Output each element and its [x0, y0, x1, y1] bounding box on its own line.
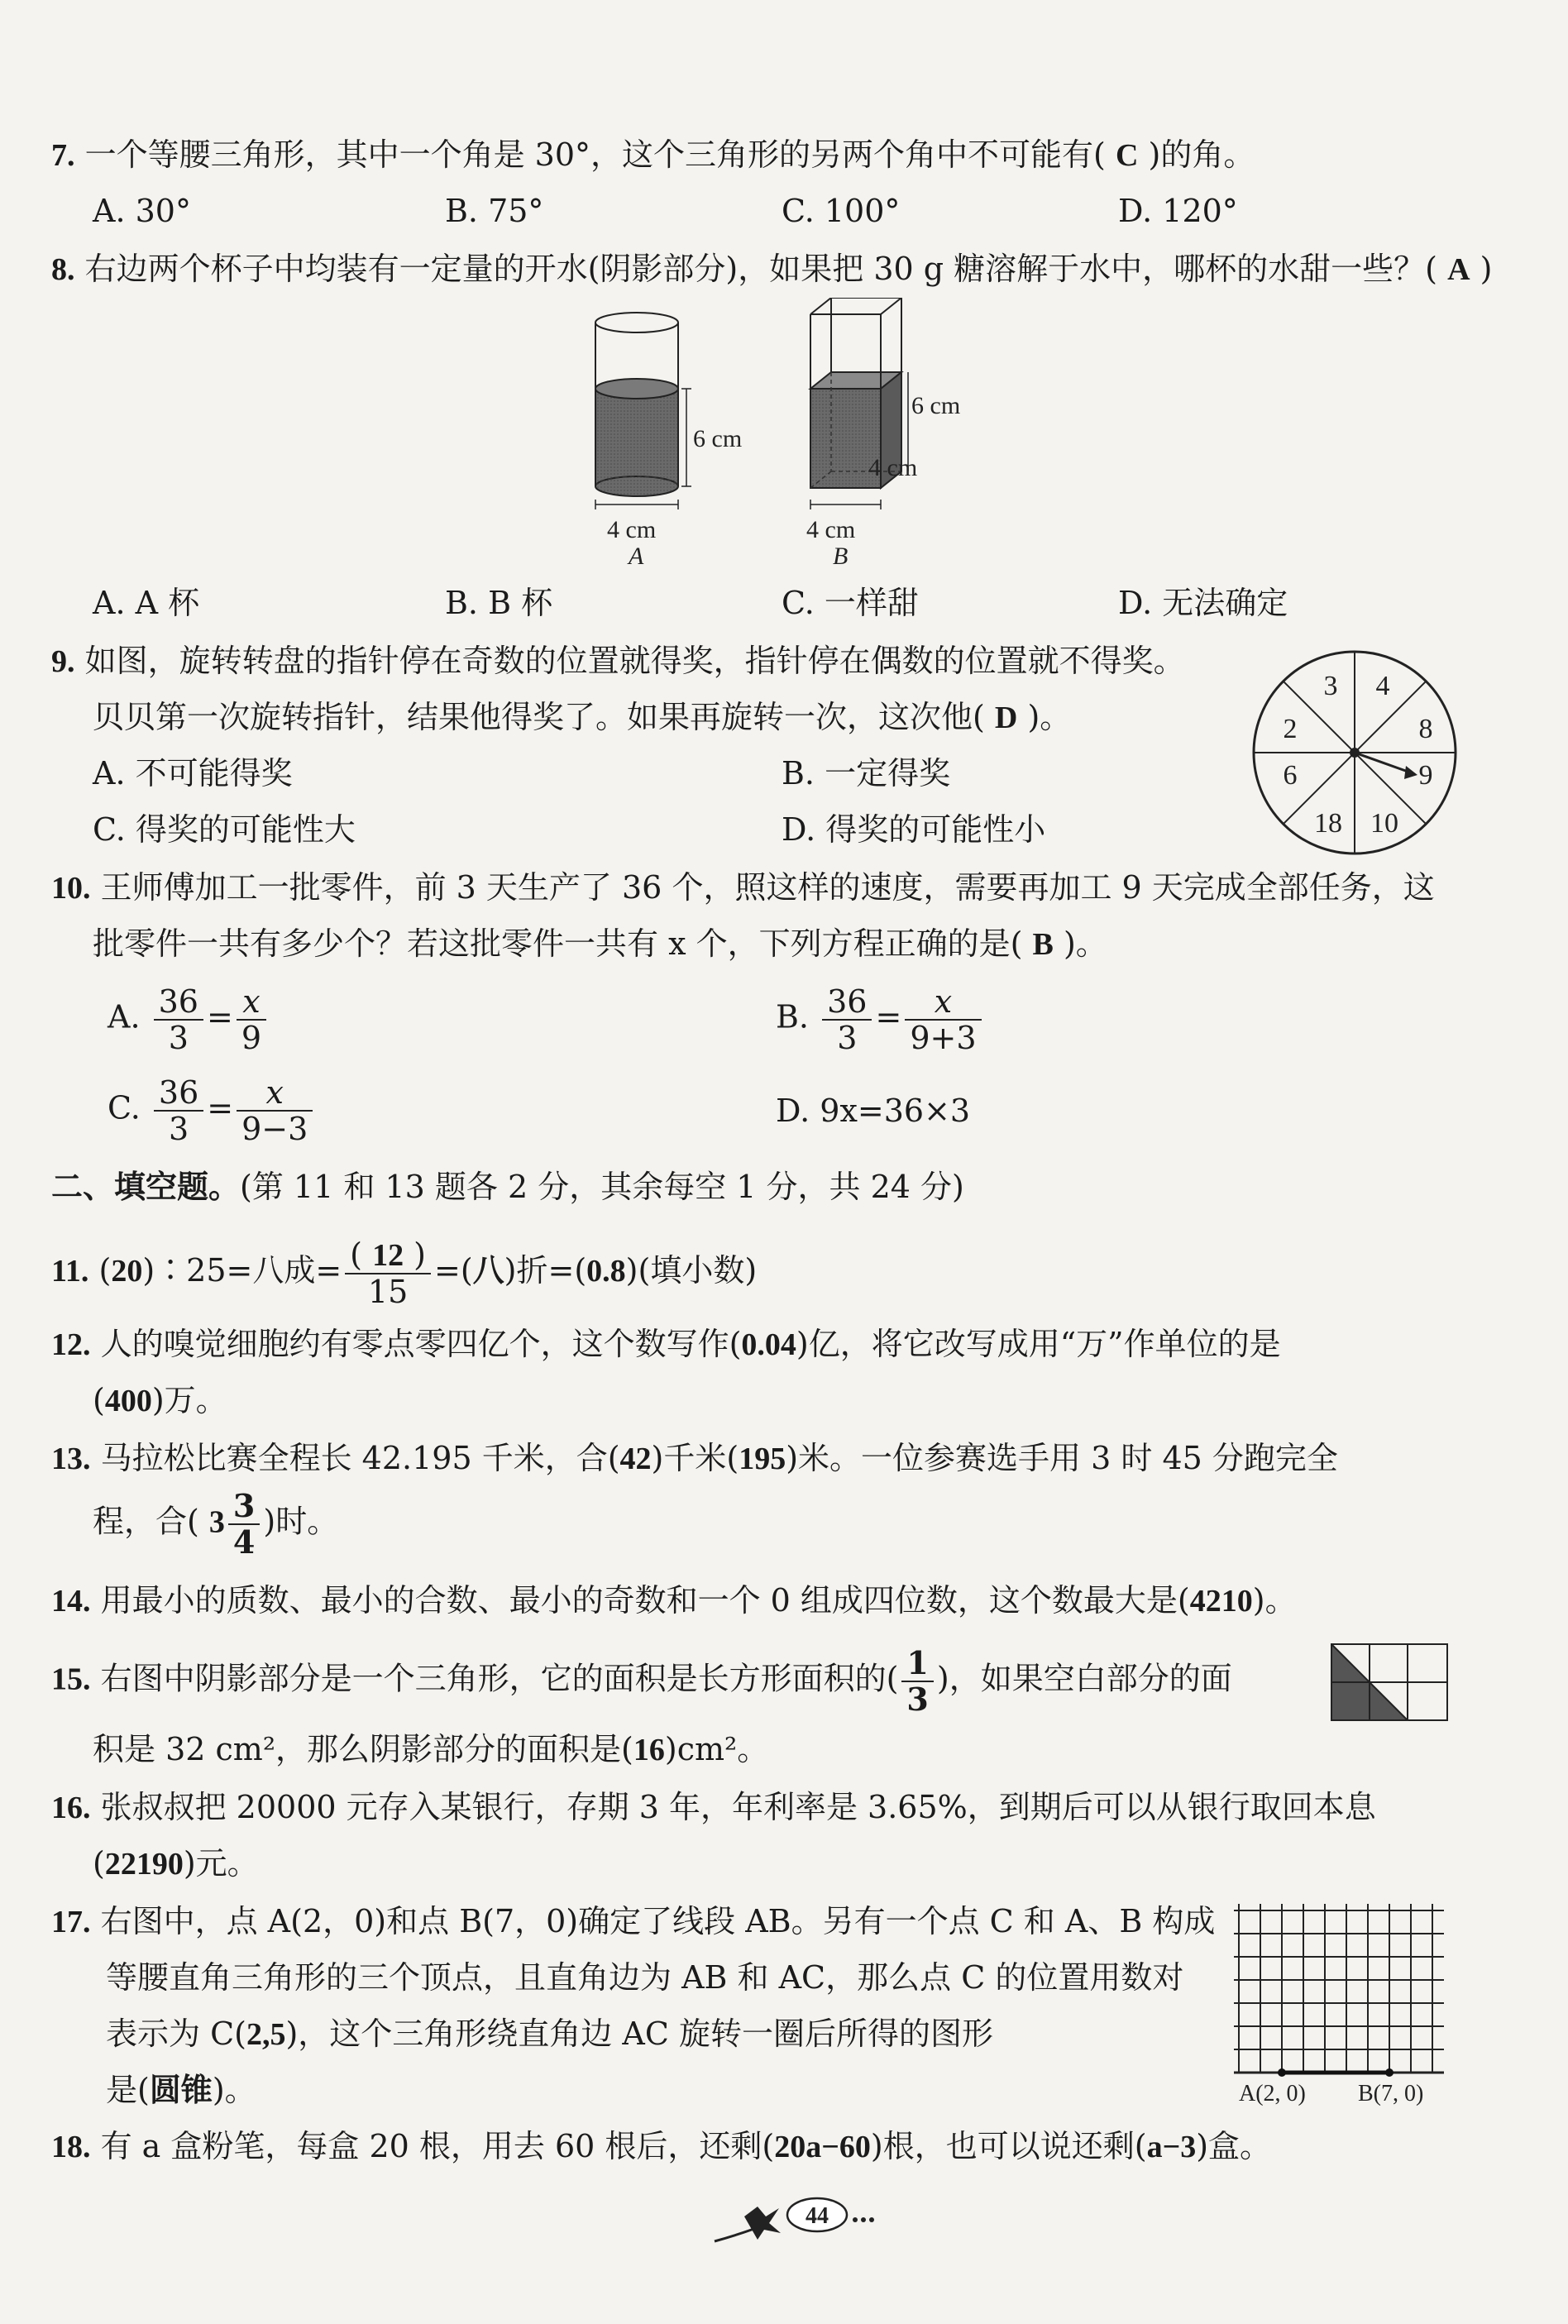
option-c: C. 得奖的可能性大 — [93, 811, 356, 848]
question-11: 11. (20)∶25=八成= $\frac{( 12 )}{15}$ =(八)折=(0.8)(填小数) — [51, 1236, 758, 1310]
option-a: A. $\frac{36}{3}$ = $\frac{x}{9}$ — [108, 984, 270, 1055]
answer: B — [1032, 927, 1054, 962]
cups-figure — [571, 298, 1001, 579]
question-text: 如图，旋转转盘的指针停在奇数的位置就得奖，指针停在偶数的位置就不得奖。 — [84, 643, 1185, 679]
cup-a-width: 4 cm — [607, 516, 657, 543]
question-10: 10. 王师傅加工一批零件，前 3 天生产了 36 个，照这样的速度，需要再加工 9 天完成全部任务，这 — [51, 869, 1435, 906]
option-b: B. 一定得奖 — [782, 755, 951, 791]
cup-b-depth: 4 cm — [868, 454, 918, 481]
rectangle-figure — [1330, 1643, 1451, 1724]
option-d: D. 9x=36×3 — [776, 1093, 971, 1129]
option-c: C. 100° — [782, 193, 901, 229]
footer-page-badge — [711, 2192, 893, 2250]
question-18: 18. 有 a 盒粉笔，每盒 20 根，用去 60 根后，还剩(20a−60)根，也可以说还剩(a−3)盒。 — [51, 2128, 1272, 2164]
option-b: B. 75° — [445, 193, 544, 229]
option-d: D. 无法确定 — [1118, 585, 1288, 621]
question-text: 一个等腰三角形，其中一个角是 30°，这个三角形的另两个角中不可能有( — [84, 136, 1106, 173]
option-d: D. 得奖的可能性小 — [782, 811, 1046, 848]
question-number: 7. — [51, 138, 75, 173]
option-a: A. A 杯 — [93, 585, 200, 621]
sector-label: 3 — [1323, 671, 1338, 701]
option-d: D. 120° — [1118, 193, 1238, 229]
question-16: 16. 张叔叔把 20000 元存入某银行，存期 3 年，年利率是 3.65%，到期后可以从银行取回本息 — [51, 1789, 1376, 1825]
option-a: A. 30° — [93, 193, 191, 229]
question-13: 13. 马拉松比赛全程长 42.195 千米，合(42)千米(195)米。一位参赛选手用 3 时 45 分跑完全 — [51, 1440, 1338, 1476]
sector-label: 4 — [1375, 671, 1390, 701]
sector-label: 10 — [1370, 808, 1398, 839]
question-14: 14. 用最小的质数、最小的合数、最小的奇数和一个 0 组成四位数，这个数最大是(4210)。 — [51, 1582, 1297, 1619]
question-text: 右边两个杯子中均装有一定量的开水(阴影部分)，如果把 30 g 糖溶解于水中，哪杯的水甜一些？( — [84, 251, 1437, 287]
sector-label: 8 — [1418, 714, 1433, 744]
question-8: 8. 右边两个杯子中均装有一定量的开水(阴影部分)，如果把 30 g 糖溶解于水中，哪杯的水甜一些？( A ) — [51, 251, 1493, 287]
sector-label: 6 — [1283, 760, 1298, 791]
page-number: 44 — [806, 2203, 829, 2229]
runner-icon — [744, 2207, 781, 2240]
cup-a-height: 6 cm — [693, 425, 743, 452]
answer: D — [994, 701, 1018, 735]
cup-b-width: 4 cm — [806, 516, 856, 543]
spinner-figure — [1247, 645, 1462, 860]
cup-b-height: 6 cm — [911, 392, 961, 419]
sector-label: 2 — [1283, 714, 1298, 744]
option-b: B. B 杯 — [445, 585, 553, 621]
cup-b — [806, 298, 960, 570]
worksheet-page: 7. 一个等腰三角形，其中一个角是 30°，这个三角形的另两个角中不可能有( C )的角。 A. 30° B. 75° C. 100° D. 120° 8. 右边两个杯子中均装有一定量的开水(阴影部分)，如果把 30 g 糖溶解于水中，哪杯的水甜一些？( A ) 6 cm 4 cm A 6 cm 4 cm 4 cm B A. A 杯 B. B 杯 C. 一样甜 D. 无法确定 9. 如图，旋转转盘的指针停在奇数的位置就得奖，指针停在偶数的位置就不得奖。 贝贝第一次旋转指针，结果他得奖了。如果再旋转一次，这次他( D )。 A. 不可能得奖 B. 一定得奖 C. 得奖的可能性大 D. 得奖的可能性小 3 4 8 9 10 18 6 2 10. 王师傅加工一批零件，前 3 天生产了 36 个，照这样的速度，需要再加工 9 天完成全部任务，这 批零件一共有多少个？若这批零件一共有 x 个，下列方程正确的是( B )。 A. $\frac{36}{3}$ = $\frac{x}{9}$ B. $\frac{36}{3}$ = $\frac{x}{9+3}$ C. $\frac{36}{3}$ = $\frac{x}{9-3}$ D. 9x=36×3 二、填空题。(第 11 和 13 题各 2 分，其余每空 1 分，共 24 分) 11. (20)∶25=八成= $\frac{( 12 )}{15}$ =(八)折=(0.8)(填小数) 12. 人的嗅觉细胞约有零点零四亿个，这个数写作(0.04)亿，将它改写成用“万”作单位的是 (400)万。 13. 马拉松比赛全程长 42.195 千米，合(42)千米(195)米。一位参赛选手用 3 时 45 分跑完全 程，合( 3 $\frac{3}{4}$ )时。 14. 用最小的质数、最小的合数、最小的奇数和一个 0 组成四位数，这个数最大是(4210)。 15. 右图中阴影部分是一个三角形，它的面积是长方形面积的( $\frac{1}{3}$ )，如果空白部分的面 积是 32 cm²，那么阴影部分的面积是(16)cm²。 16. 张叔叔把 20000 元存入某银行，存期 3 年，年利率是 3.65%，到期后可以从银行取回本息 (22190)元。 17. 右图中，点 A(2，0)和点 B(7，0)确定了线段 AB。另有一个点 C 和 A、B 构成 等腰直角三角形的三个顶点，且直角边为 AB 和 AC，那么点 C 的位置用数对 表示为 C(2,5)，这个三角形绕直角边 AC 旋转一圈后所得的图形 是(圆锥)。 A(2, 0) B(7, 0) 18. 有 a 盒粉笔，每盒 20 根，用去 60 根后，还剩(20a−60)根，也可以说还剩(a−3)盒。 44 — [0, 0, 1568, 2324]
cup-a-label: A — [629, 543, 644, 570]
option-b: B. $\frac{36}{3}$ = $\frac{x}{9+3}$ — [776, 984, 985, 1055]
option-c: C. $\frac{36}{3}$ = $\frac{x}{9-3}$ — [108, 1075, 316, 1146]
point-a-label: A(2, 0) — [1239, 2081, 1306, 2106]
cup-a — [595, 313, 742, 570]
answer: A — [1447, 252, 1470, 287]
question-12: 12. 人的嗅觉细胞约有零点零四亿个，这个数写作(0.04)亿，将它改写成用“万”作单位的是 — [51, 1326, 1281, 1362]
sector-label: 9 — [1418, 760, 1433, 791]
question-17: 17. 右图中，点 A(2，0)和点 B(7，0)确定了线段 AB。另有一个点 C 和 A、B 构成 — [51, 1903, 1216, 1939]
option-a: A. 不可能得奖 — [93, 755, 293, 791]
question-7: 7. 一个等腰三角形，其中一个角是 30°，这个三角形的另两个角中不可能有( C )的角。 — [51, 136, 1255, 173]
answer: C — [1115, 138, 1139, 173]
section-heading: 二、填空题。(第 11 和 13 题各 2 分，其余每空 1 分，共 24 分) — [51, 1168, 964, 1205]
grid-figure — [1232, 1902, 1456, 2109]
cup-b-label: B — [833, 543, 849, 570]
sector-label: 18 — [1314, 808, 1342, 839]
spinner-pointer — [1355, 753, 1413, 773]
question-9: 9. 如图，旋转转盘的指针停在奇数的位置就得奖，指针停在偶数的位置就不得奖。 — [51, 643, 1185, 679]
point-b-label: B(7, 0) — [1358, 2081, 1424, 2106]
question-15: 15. 右图中阴影部分是一个三角形，它的面积是长方形面积的( $\frac{1}{3}$ )，如果空白部分的面 — [51, 1644, 1232, 1718]
question-text: 王师傅加工一批零件，前 3 天生产了 36 个，照这样的速度，需要再加工 9 天完成全部任务，这 — [100, 869, 1435, 906]
option-c: C. 一样甜 — [782, 585, 919, 621]
